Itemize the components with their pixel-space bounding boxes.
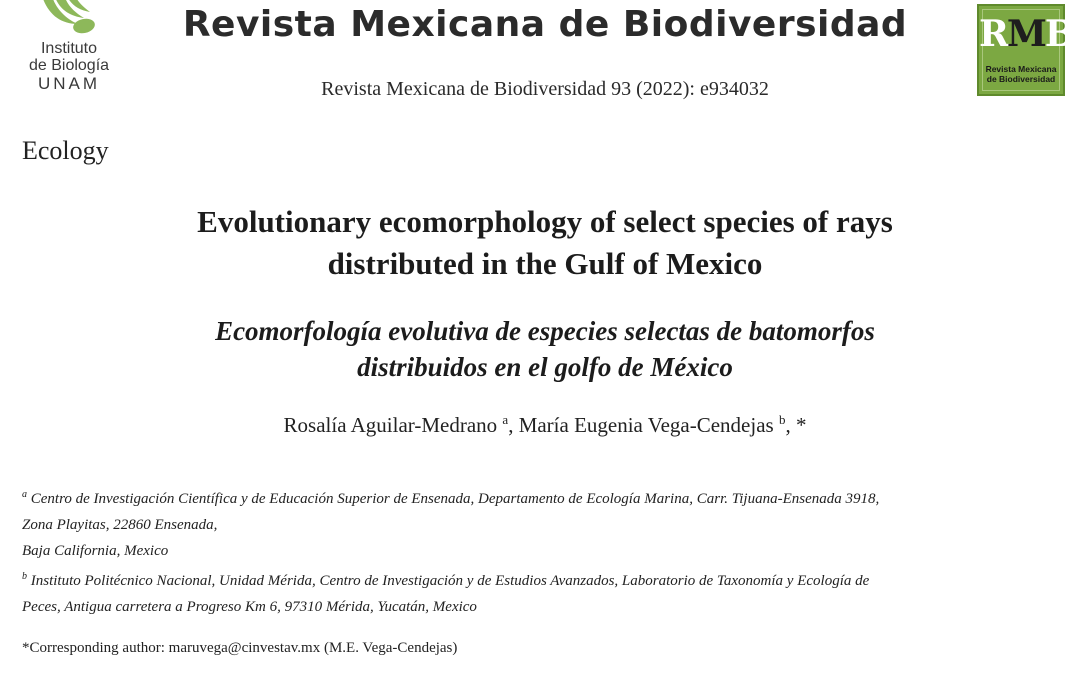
journal-name: Revista Mexicana de Biodiversidad: [182, 4, 908, 45]
author-list: [60, 412, 1030, 438]
institute-name-line2: de Biología: [28, 57, 110, 74]
corresponding-prefix: *Corresponding author:: [22, 640, 169, 656]
logo-letter-r: R: [979, 13, 1007, 55]
affiliation-line: [22, 482, 1062, 512]
article-title-spanish: [60, 313, 1030, 385]
author-name: Rosalía Aguilar-Medrano: [283, 413, 498, 437]
journal-logo: [977, 4, 1074, 96]
author-affiliation-mark: a: [502, 412, 509, 427]
affiliation-line: Zona Playitas, 22860 Ensenada,: [22, 517, 218, 533]
affiliation-line: Baja California, Mexico: [22, 543, 169, 559]
logo-caption-line1: Revista Mexicana: [985, 64, 1057, 74]
logo-letter-m: M: [1006, 13, 1045, 55]
title-en-line2: distributed in the Gulf of Mexico: [327, 246, 763, 281]
institute-logo: [14, 0, 124, 105]
logo-caption-line2: de Biodiversidad: [986, 74, 1056, 84]
journal-logo-caption: [981, 64, 1061, 84]
affiliation-mark: b: [22, 571, 27, 582]
journal-logo-letters: [979, 13, 1074, 55]
logo-letter-b: B: [1044, 13, 1074, 55]
institute-name-line3: UNAM: [37, 74, 101, 93]
institute-name: [14, 40, 124, 92]
corresponding-author: [22, 640, 457, 657]
title-es-line1: Ecomorfología evolutiva de especies selectas de batomorfos: [215, 316, 875, 346]
affiliation-line: [22, 564, 1062, 594]
corresponding-email-link[interactable]: maruvega@cinvestav.mx: [168, 640, 321, 656]
corresponding-suffix: (M.E. Vega-Cendejas): [320, 640, 458, 656]
institute-name-line1: Instituto: [40, 40, 98, 57]
affiliation-mark: a: [22, 489, 27, 500]
affiliation-text: Instituto Politécnico Nacional, Unidad Mérida, Centro de Investigación y de Estudios Avanzados, Laboratorio de Taxonomía y Ecología de: [30, 573, 870, 589]
author-separator: ,: [508, 413, 519, 437]
article-title-english: [60, 201, 1030, 285]
affiliation-text: Centro de Investigación Científica y de Educación Superior de Ensenada, Departamento de Ecología Marina, Carr. Tijuana-Ensenada 3918,: [30, 491, 880, 507]
title-en-line1: Evolutionary ecomorphology of select species of rays: [197, 204, 893, 239]
author-affiliation-mark: b: [778, 412, 786, 427]
author-separator: , *: [785, 413, 807, 437]
title-es-line2: distribuidos en el golfo de México: [357, 352, 733, 382]
affiliation-list: [22, 482, 1062, 620]
journal-citation: Revista Mexicana de Biodiversidad 93 (2022): e934032: [321, 78, 769, 100]
institute-emblem-icon: [38, 0, 98, 36]
author-name: María Eugenia Vega-Cendejas: [518, 413, 774, 437]
affiliation-line: Peces, Antigua carretera a Progreso Km 6, 97310 Mérida, Yucatán, Mexico: [22, 599, 477, 615]
section-label: Ecology: [22, 136, 109, 165]
